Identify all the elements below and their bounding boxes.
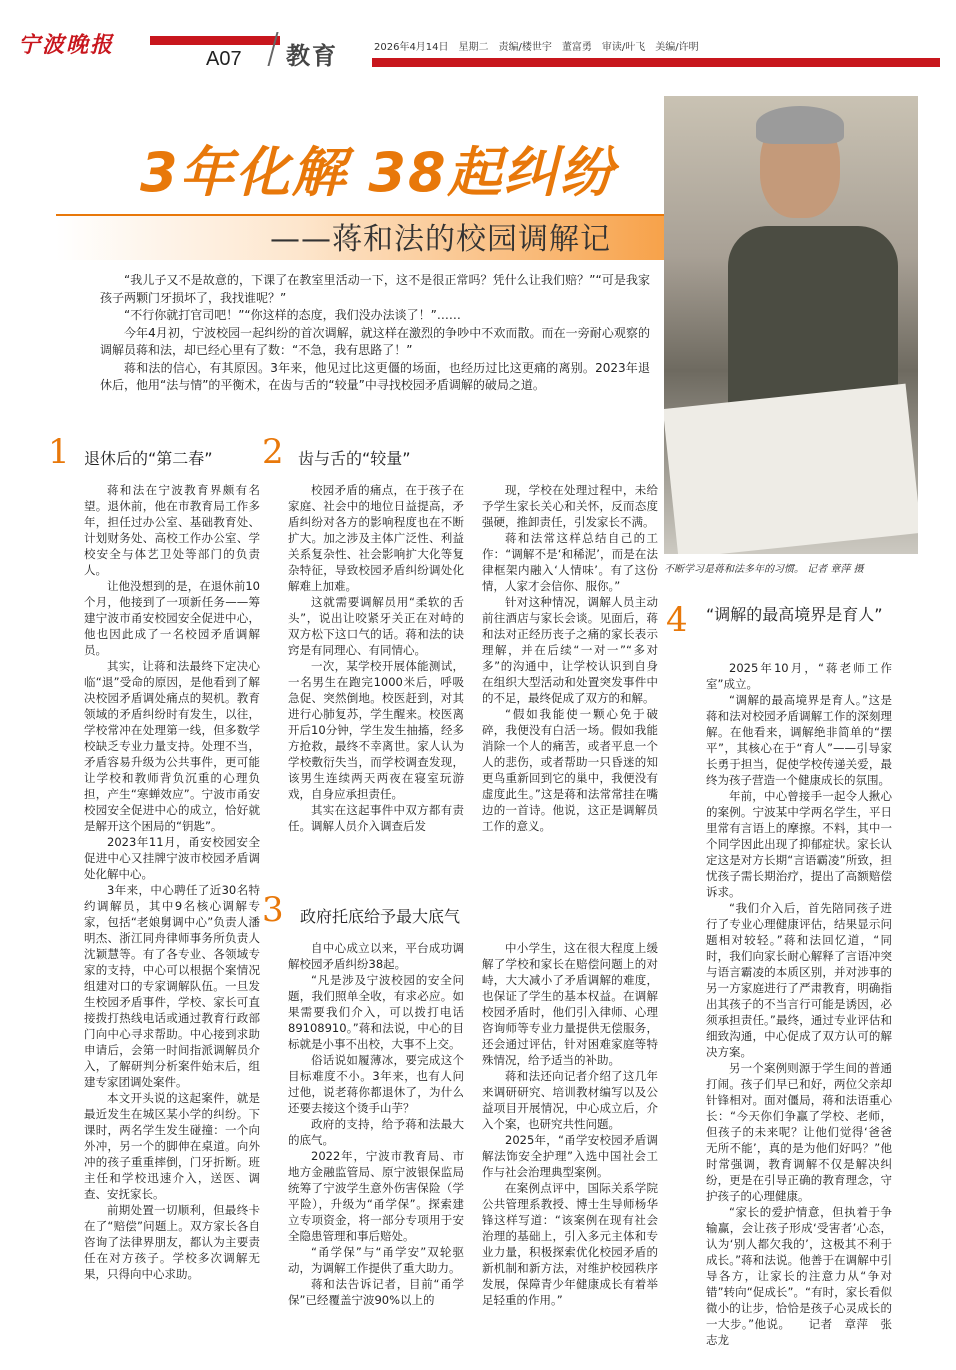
section-title: 齿与舌的“较量”	[298, 449, 411, 468]
paragraph: 自中心成立以来，平台成功调解校园矛盾纠纷38起。	[288, 941, 464, 971]
column-text	[84, 482, 260, 1282]
section-number: 1	[48, 432, 70, 472]
paragraph: 针对这种情况，调解人员主动前往酒店与家长会谈。见面后，蒋和法对正经历丧子之痛的家长表示理解，并在后续“一对一”“多对多”的沟通中，让学校认识到自身在组织大型活动和处置突发事件中的不足，最终促成了双方的和解。	[482, 595, 658, 705]
photo-caption: 不断学习是蒋和法多年的习惯。 记者 章萍 摄	[664, 564, 864, 575]
paragraph: 前期处置一切顺利，但最终卡在了“赔偿”问题上。双方家长各自咨询了法律界朋友，都认为主要责任在对方孩子。学校多次调解无果，只得向中心求助。	[84, 1203, 260, 1281]
paragraph: “甬学保”与“甬学安”双轮驱动，为调解工作提供了重大助力。	[288, 1245, 464, 1275]
section-number: 2	[262, 432, 284, 472]
paragraph: 本文开头说的这起案件，就是最近发生在城区某小学的纠纷。下课时，两名学生发生碰撞：一个向外冲，另一个的脚伸在桌道。向外冲的孩子重重摔倒，门牙折断。班主任和学校迅速介入，送医、调查、安抚家长。	[84, 1091, 260, 1201]
paragraph: “凡是涉及宁波校园的安全问题，我们照单全收，有求必应。如果需要我们介入，可以拨打电话89108910。”蒋和法说，中心的目标就是小事不出校，大事不上交。	[288, 973, 464, 1051]
paragraph: 这就需要调解员用“柔软的舌头”，说出让咬紧牙关正在对峙的双方松下这口气的话。蒋和法的诀窍是有同理心、有同情心。	[288, 595, 464, 657]
paragraph: “家长的爱护情意，但执着于争输赢，会让孩子形成‘受害者’心态，认为‘别人都欠我的’，这极其不利于成长。”蒋和法说。他善于在调解中引导各方，让家长的注意力从“争对错”转向“促成长”。“有时，家长看似微小的让步，恰恰是孩子心灵成长的一大步。”他说。 记者 章萍 张志龙	[706, 1205, 892, 1347]
lead-paragraph: “我儿子又不是故意的，下课了在教室里活动一下，这不是很正常吗？凭什么让我们赔？”“可是我家孩子两颗门牙损坏了，我找谁呢？”	[100, 273, 650, 305]
lead-paragraphs	[100, 272, 650, 395]
paragraph: “调解的最高境界是育人。”这是蒋和法对校园矛盾调解工作的深刻理解。在他看来，调解绝非简单的“摆平”，其核心在于“育人”——引导家长勇于担当，促使学校传递关爱，最终为孩子营造一个健康成长的氛围。	[706, 693, 892, 787]
lead-paragraph: 蒋和法的信心，有其原因。3年来，他见过比这更僵的场面，也经历过比这更痛的离别。2023年退休后，他用“法与情”的平衡术，在齿与舌的“较量”中寻找校园矛盾调解的破局之道。	[100, 360, 650, 392]
paragraph: 一次，某学校开展体能测试，一名男生在跑完1000米后，呼吸急促、突然倒地。校医赶到，对其进行心肺复苏，学生醒来。校医离开后10分钟，学生发生抽搐，经多方抢救，最终不幸离世。家人认为学校敷衍失当，而学校调查发现，该男生连续两天两夜在寝室玩游戏，自身应承担责任。	[288, 659, 464, 801]
paragraph: 让他没想到的是，在退休前10个月，他接到了一项新任务——筹建宁波市甬安校园安全促进中心，他也因此成了一名校园矛盾调解员。	[84, 579, 260, 657]
paragraph: 2025年，“甬学安校园矛盾调解法饰安全护理”入选中国社会工作与社会治理典型案例。	[482, 1133, 658, 1179]
masthead-bar	[150, 36, 280, 45]
paragraph: 2022年，宁波市教育局、市地方金融监管局、原宁波银保监局统筹了宁波学生意外伤害保险（学平险），升级为“甬学保”。探索建立专项资金，将一部分专项用于安全隐患管理和事后赔处。	[288, 1149, 464, 1243]
subheadline: ——蒋和法的校园调解记	[270, 222, 611, 257]
paragraph: 在案例点评中，国际关系学院公共管理系教授、博士生导师杨华锋这样写道：“该案例在现有社会治理的基础上，引入多元主体和专业力量，积极探索优化校园矛盾的新机制和新方法，对维护校园秩序发展，保障青少年健康成长有着举足轻重的作用。”	[482, 1181, 658, 1307]
paragraph: 其实在这起事件中双方都有责任。调解人员介入调查后发	[288, 803, 464, 833]
feature-photo	[664, 96, 918, 554]
paragraph: 2023年11月，甬安校园安全促进中心又挂牌宁波市校园矛盾调处化解中心。	[84, 835, 260, 881]
section-label: 教育	[286, 42, 338, 70]
column-text	[288, 482, 464, 834]
header-rule	[372, 58, 940, 67]
lead-paragraph: “不行你就打官司吧！”“你这样的态度，我们没办法谈了！”……	[124, 308, 461, 322]
section-title: 退休后的“第二春”	[84, 449, 213, 468]
headline: 3年化解 38起纠纷	[140, 141, 616, 204]
paragraph: 3年来，中心聘任了近30名特约调解员，其中9名核心调解专家，包括“老娘舅调中心”负责人潘明杰、浙江同舟律师事务所负责人沈颖慧等。有了各专业、各领域专家的支持，中心可以根据个案情况组建对口的专家调解队伍。一旦发生校园矛盾事件，学校、家长可直接拨打热线电话或通过教育行政部门向中心寻求帮助。中心接到求助申请后，会第一时间指派调解员介入，了解研判分析案件始末后，组建专家团调处案件。	[84, 883, 260, 1089]
paragraph: 另一个案例则源于学生间的普通打闹。孩子们早已和好，两位父亲却针锋相对。面对僵局，蒋和法语重心长：“今天你们争赢了学校、老师，但孩子的未来呢？让他们觉得‘爸爸无所不能’，真的是为他们好吗？”他时常强调，教育调解不仅是解决纠纷，更是在引导正确的教育理念，守护孩子的心理健康。	[706, 1061, 892, 1203]
paragraph: 俗话说如履薄冰，要完成这个目标难度不小。3年来，也有人问过他，说老蒋你都退休了，为什么还要去接这个烫手山芋？	[288, 1053, 464, 1115]
paragraph: 其实，让蒋和法最终下定决心临“退”受命的原因，是他看到了解决校园矛盾调处痛点的契机。教育领域的矛盾纠纷时有发生，以往，学校常冲在处理第一线，但多数学校缺乏专业力量支持。处理不当，矛盾容易升级为公共事件，更可能让学校和教师背负沉重的心理负担，产生“寒蝉效应”。宁波市甬安校园安全促进中心的成立，恰好就是解开这个困局的“钥匙”。	[84, 659, 260, 833]
section-number: 4	[666, 600, 688, 640]
page-number: A07	[206, 48, 242, 70]
header-meta: 2026年4月14日 星期二 责编/楼世宇 董富勇 审读/叶飞 美编/许明	[374, 42, 699, 53]
section-title: “调解的最高境界是育人”	[706, 605, 883, 624]
column-text	[482, 940, 658, 1308]
section-title: 政府托底给予最大底气	[300, 907, 461, 926]
paragraph: 蒋和法告诉记者，目前“甬学保”已经覆盖宁波90%以上的	[288, 1277, 464, 1307]
paragraph: 年前，中心曾接手一起令人揪心的案例。宁波某中学两名学生，平日里常有言语上的摩擦。不料，其中一个同学因此出现了抑郁症状。家长认定这是对方长期“言语霸凌”所致，担忧孩子需长期治疗，提出了高额赔偿诉求。	[706, 789, 892, 899]
paragraph: 现，学校在处理过程中，未给予学生家长关心和关怀，反而态度强硬，推卸责任，引发家长不满。	[482, 483, 658, 529]
paragraph: 蒋和法常这样总结自己的工作：“调解不是‘和稀泥’，而是在法律框架内融入‘人情味’。有了这份情，人家才会信你、服你。”	[482, 531, 658, 593]
paragraph: “假如我能使一颗心免于破碎，我便没有白活一场。假如我能消除一个人的痛苦，或者平息一个人的悲伤，或者帮助一只昏迷的知更鸟重新回到它的巢中，我便没有虚度此生。”这是蒋和法常常挂在嘴边的一首诗。他说，这正是调解员工作的意义。	[482, 707, 658, 833]
paragraph: 政府的支持，给予蒋和法最大的底气。	[288, 1117, 464, 1147]
photo-figure-hair	[756, 106, 844, 144]
section-number: 3	[262, 890, 284, 930]
lead-paragraph: 今年4月初，宁波校园一起纠纷的首次调解，就这样在激烈的争吵中不欢而散。而在一旁耐心观察的调解员蒋和法，却已经心里有了数：“不急，我有思路了！”	[100, 325, 650, 357]
paragraph: 蒋和法在宁波教育界颇有名望。退休前，他在市教育局工作多年，担任过办公室、基础教育处、计划财务处、高校工作办公室、学校安全与体艺卫处等部门的负责人。	[84, 483, 260, 577]
column-text	[482, 482, 658, 834]
photo-papers	[664, 384, 918, 554]
paragraph: “我们介入后，首先陪同孩子进行了专业心理健康评估，结果显示问题相对较轻。”蒋和法回忆道，“同时，我们向家长耐心解释了言语冲突与语言霸凌的本质区别，并对涉事的另一方家庭进行了严肃教育，明确指出其孩子的不当言行可能是诱因，必须承担责任。”最终，通过专业评估和细致沟通，中心促成了双方认可的解决方案。	[706, 901, 892, 1059]
paragraph: 中小学生，这在很大程度上缓解了学校和家长在赔偿问题上的对峙，大大减小了矛盾调解的难度，也保证了学生的基本权益。在调解校园矛盾时，他们引入律师、心理咨询师等专业力量提供无偿服务，还会通过评估，针对困难家庭等特殊情况，给予适当的补助。	[482, 941, 658, 1067]
column-text	[706, 660, 892, 1348]
paragraph: 蒋和法还向记者介绍了这几年来调研研究、培训教材编写以及公益项目开展情况，中心成立后，介入个案，也研究共性问题。	[482, 1069, 658, 1131]
column-text	[288, 940, 464, 1308]
paragraph: 校园矛盾的痛点，在于孩子在家庭、社会中的地位日益提高，矛盾纠纷对各方的影响程度也在不断扩大。加之涉及主体广泛性、利益关系复杂性、社会影响扩大化等复杂特征，导致校园矛盾纠纷调处化解难上加难。	[288, 483, 464, 593]
paragraph: 2025年10月，“蒋老师工作室”成立。	[706, 661, 892, 691]
newspaper-logo: 宁波晚报	[18, 32, 115, 58]
